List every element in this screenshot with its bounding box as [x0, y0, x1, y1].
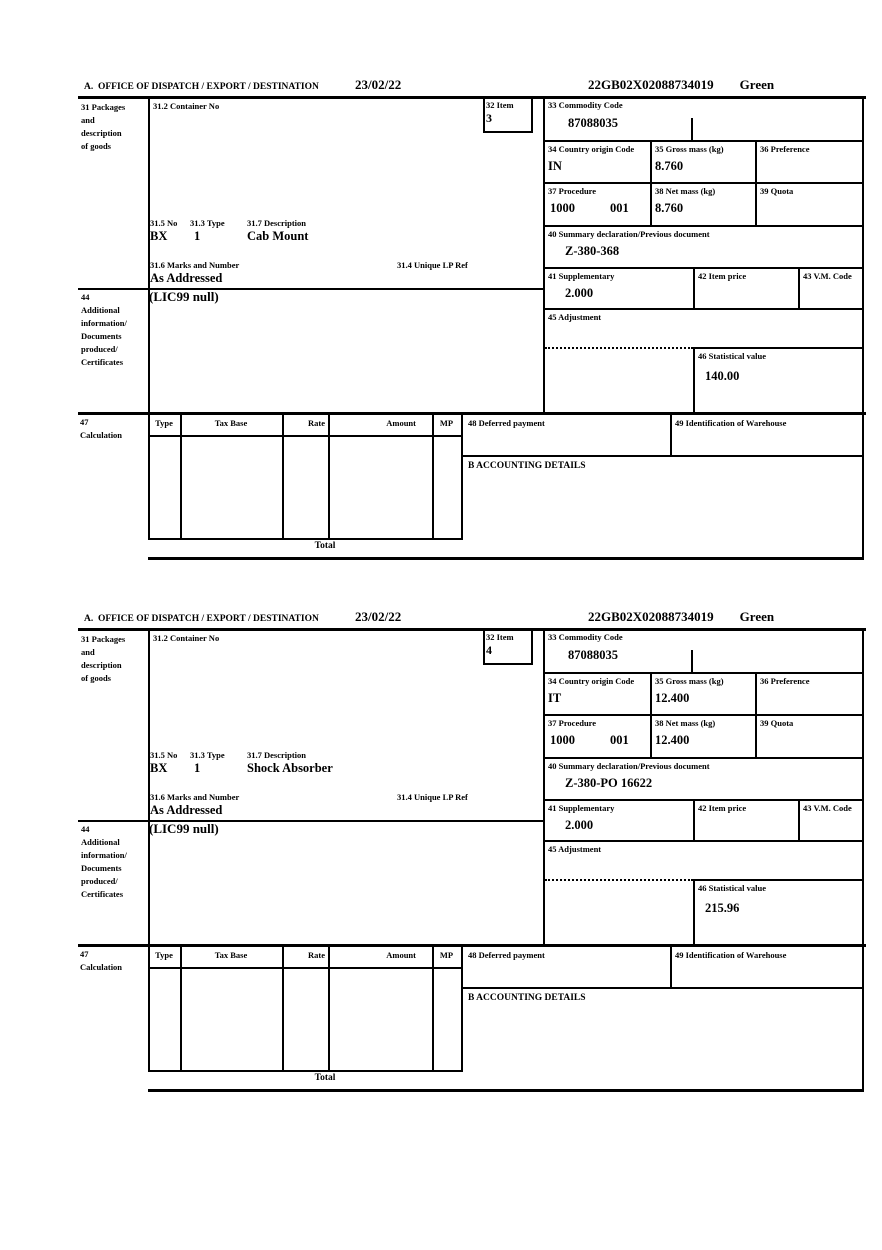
marks-and-number-label: 31.6 Marks and Number: [150, 792, 240, 802]
grid-line: [148, 628, 150, 947]
grid-line: [862, 628, 864, 1092]
vm-code-label: 43 V.M. Code: [803, 803, 852, 813]
grid-line: [693, 799, 695, 842]
grid-line: [463, 455, 864, 457]
package-no-value: BX: [150, 761, 168, 775]
net-mass-value: 8.760: [655, 201, 684, 215]
grid-line: [650, 140, 652, 227]
item-label: 32 Item: [486, 632, 514, 642]
warehouse-label: 49 Identification of Warehouse: [675, 950, 787, 960]
accounting-details-label: B ACCOUNTING DETAILS: [468, 993, 586, 1003]
quota-label: 39 Quota: [760, 186, 794, 196]
commodity-code-value: 87088035: [568, 116, 618, 130]
statistical-value: 140.00: [705, 369, 740, 383]
box47-calculation-label: 47 Calculation: [80, 417, 123, 440]
container-no-label: 31.2 Container No: [153, 633, 220, 643]
procedure-label: 37 Procedure: [548, 186, 597, 196]
summary-declaration-value: Z-380-PO 16622: [565, 776, 653, 790]
commodity-code-label: 33 Commodity Code: [548, 632, 623, 642]
gross-mass-label: 35 Gross mass (kg): [655, 676, 724, 686]
procedure-value-2: 001: [610, 733, 629, 747]
grid-line: [543, 140, 864, 142]
net-mass-label: 38 Net mass (kg): [655, 718, 716, 728]
grid-line: [693, 879, 695, 944]
entry-header: [588, 78, 774, 92]
grid-line: [78, 944, 866, 947]
declaration-date: 23/02/22: [355, 77, 402, 92]
calc-col-mp: MP: [439, 950, 454, 960]
grid-line: [148, 944, 150, 1072]
additional-info-value: (LIC99 null): [149, 821, 219, 836]
grid-line: [148, 967, 463, 969]
total-label: Total: [314, 541, 336, 551]
calc-col-rate: Rate: [308, 418, 325, 428]
calc-col-type: Type: [155, 418, 173, 428]
grid-line: [78, 96, 866, 99]
declaration-item-copy-1: [78, 77, 866, 564]
grid-line: [543, 799, 864, 801]
deferred-payment-label: 48 Deferred payment: [468, 950, 545, 960]
grid-line: [543, 225, 864, 227]
statistical-value: 215.96: [705, 901, 740, 915]
item-label: 32 Item: [486, 100, 514, 110]
office-of-dispatch-label: A. OFFICE OF DISPATCH / EXPORT / DESTINATION: [84, 82, 319, 92]
grid-line: [148, 435, 463, 437]
grid-line: [78, 412, 866, 415]
grid-line: [755, 672, 757, 759]
grid-line: [693, 879, 864, 881]
total-label: Total: [314, 1073, 336, 1083]
statistical-value-label: 46 Statistical value: [698, 883, 766, 893]
entry-number: 22GB02X02088734019: [588, 77, 714, 92]
additional-info-value: (LIC99 null): [149, 289, 219, 304]
country-origin-value: IN: [548, 159, 562, 173]
supplementary-value: 2.000: [565, 286, 594, 300]
grid-line: [862, 96, 864, 560]
grid-line: [693, 347, 695, 412]
grid-line: [180, 415, 182, 540]
grid-line: [148, 96, 150, 415]
grid-line: [543, 714, 864, 716]
grid-line: [463, 987, 864, 989]
marks-and-number-value: As Addressed: [150, 803, 223, 817]
grid-line: [693, 347, 864, 349]
grid-line: [148, 1089, 864, 1092]
unique-lp-ref-label: 31.4 Unique LP Ref: [397, 260, 468, 270]
package-type-label: 31.3 Type: [190, 218, 225, 228]
summary-declaration-label: 40 Summary declaration/Previous document: [548, 761, 710, 771]
supplementary-label: 41 Supplementary: [548, 803, 615, 813]
grid-line: [432, 947, 434, 1072]
procedure-label: 37 Procedure: [548, 718, 597, 728]
box44-additional-info-label: 44 Additional information/ Documents produced/ Certificates: [81, 292, 127, 367]
item-number-value: 4: [486, 643, 492, 657]
grid-line: [282, 947, 284, 1072]
box31-packages-label: 31 Packages and description of goods: [81, 634, 126, 683]
calc-col-type: Type: [155, 950, 173, 960]
calc-col-tax-base: Tax Base: [214, 950, 248, 960]
dotted-grid-line: [545, 879, 693, 881]
adjustment-label: 45 Adjustment: [548, 312, 602, 322]
grid-line: [543, 840, 864, 842]
package-no-label: 31.5 No: [150, 218, 178, 228]
summary-declaration-value: Z-380-368: [565, 244, 620, 258]
calc-col-mp: MP: [439, 418, 454, 428]
goods-description-value: Cab Mount: [247, 229, 309, 243]
package-type-value: 1: [194, 229, 201, 243]
grid-line: [432, 415, 434, 540]
country-origin-label: 34 Country origin Code: [548, 144, 635, 154]
adjustment-label: 45 Adjustment: [548, 844, 602, 854]
procedure-value-1: 1000: [550, 201, 575, 215]
gross-mass-value: 8.760: [655, 159, 684, 173]
gross-mass-label: 35 Gross mass (kg): [655, 144, 724, 154]
country-origin-label: 34 Country origin Code: [548, 676, 635, 686]
box31-packages-label: 31 Packages and description of goods: [81, 102, 126, 151]
supplementary-label: 41 Supplementary: [548, 271, 615, 281]
grid-line: [755, 140, 757, 227]
warehouse-label: 49 Identification of Warehouse: [675, 418, 787, 428]
procedure-value-2: 001: [610, 201, 629, 215]
accounting-details-label: B ACCOUNTING DETAILS: [468, 461, 586, 471]
commodity-code-subdivision-mark: [691, 118, 693, 140]
net-mass-label: 38 Net mass (kg): [655, 186, 716, 196]
goods-description-value: Shock Absorber: [247, 761, 333, 775]
grid-line: [148, 412, 150, 540]
box44-additional-info-label: 44 Additional information/ Documents produced/ Certificates: [81, 824, 127, 899]
marks-and-number-label: 31.6 Marks and Number: [150, 260, 240, 270]
goods-description-label: 31.7 Description: [247, 750, 307, 760]
item-number-value: 3: [486, 111, 492, 125]
grid-line: [543, 182, 864, 184]
grid-line: [693, 267, 695, 310]
preference-label: 36 Preference: [760, 676, 810, 686]
grid-line: [543, 672, 864, 674]
grid-line: [328, 415, 330, 540]
supplementary-value: 2.000: [565, 818, 594, 832]
declaration-date: 23/02/22: [355, 609, 402, 624]
commodity-code-label: 33 Commodity Code: [548, 100, 623, 110]
grid-line: [148, 538, 463, 540]
grid-line: [670, 415, 672, 457]
route-indicator: Green: [739, 609, 775, 624]
package-no-value: BX: [150, 229, 168, 243]
grid-line: [282, 415, 284, 540]
package-type-value: 1: [194, 761, 201, 775]
country-origin-value: IT: [548, 691, 562, 705]
goods-description-label: 31.7 Description: [247, 218, 307, 228]
commodity-code-value: 87088035: [568, 648, 618, 662]
calc-col-tax-base: Tax Base: [214, 418, 248, 428]
unique-lp-ref-label: 31.4 Unique LP Ref: [397, 792, 468, 802]
gross-mass-value: 12.400: [655, 691, 690, 705]
grid-line: [543, 308, 864, 310]
grid-line: [78, 628, 866, 631]
procedure-value-1: 1000: [550, 733, 575, 747]
grid-line: [148, 557, 864, 560]
summary-declaration-label: 40 Summary declaration/Previous document: [548, 229, 710, 239]
marks-and-number-value: As Addressed: [150, 271, 223, 285]
grid-line: [798, 267, 800, 310]
route-indicator: Green: [739, 77, 775, 92]
item-price-label: 42 Item price: [698, 271, 747, 281]
grid-line: [461, 944, 463, 1072]
calc-col-amount: Amount: [386, 950, 416, 960]
entry-number: 22GB02X02088734019: [588, 609, 714, 624]
commodity-code-subdivision-mark: [691, 650, 693, 672]
grid-line: [798, 799, 800, 842]
grid-line: [543, 757, 864, 759]
preference-label: 36 Preference: [760, 144, 810, 154]
grid-line: [328, 947, 330, 1072]
calc-col-amount: Amount: [386, 418, 416, 428]
dotted-grid-line: [545, 347, 693, 349]
vm-code-label: 43 V.M. Code: [803, 271, 852, 281]
item-price-label: 42 Item price: [698, 803, 747, 813]
calc-col-rate: Rate: [308, 950, 325, 960]
grid-line: [461, 412, 463, 540]
grid-line: [650, 672, 652, 759]
declaration-item-copy-2: [78, 609, 866, 1096]
grid-line: [543, 267, 864, 269]
package-type-label: 31.3 Type: [190, 750, 225, 760]
grid-line: [180, 947, 182, 1072]
entry-header: [588, 610, 774, 624]
package-no-label: 31.5 No: [150, 750, 178, 760]
grid-line: [148, 1070, 463, 1072]
box47-calculation-label: 47 Calculation: [80, 949, 123, 972]
quota-label: 39 Quota: [760, 718, 794, 728]
statistical-value-label: 46 Statistical value: [698, 351, 766, 361]
deferred-payment-label: 48 Deferred payment: [468, 418, 545, 428]
net-mass-value: 12.400: [655, 733, 690, 747]
office-of-dispatch-label: A. OFFICE OF DISPATCH / EXPORT / DESTINATION: [84, 614, 319, 624]
container-no-label: 31.2 Container No: [153, 101, 220, 111]
grid-line: [670, 947, 672, 989]
dotted-grid-line: [543, 347, 545, 412]
dotted-grid-line: [543, 879, 545, 944]
